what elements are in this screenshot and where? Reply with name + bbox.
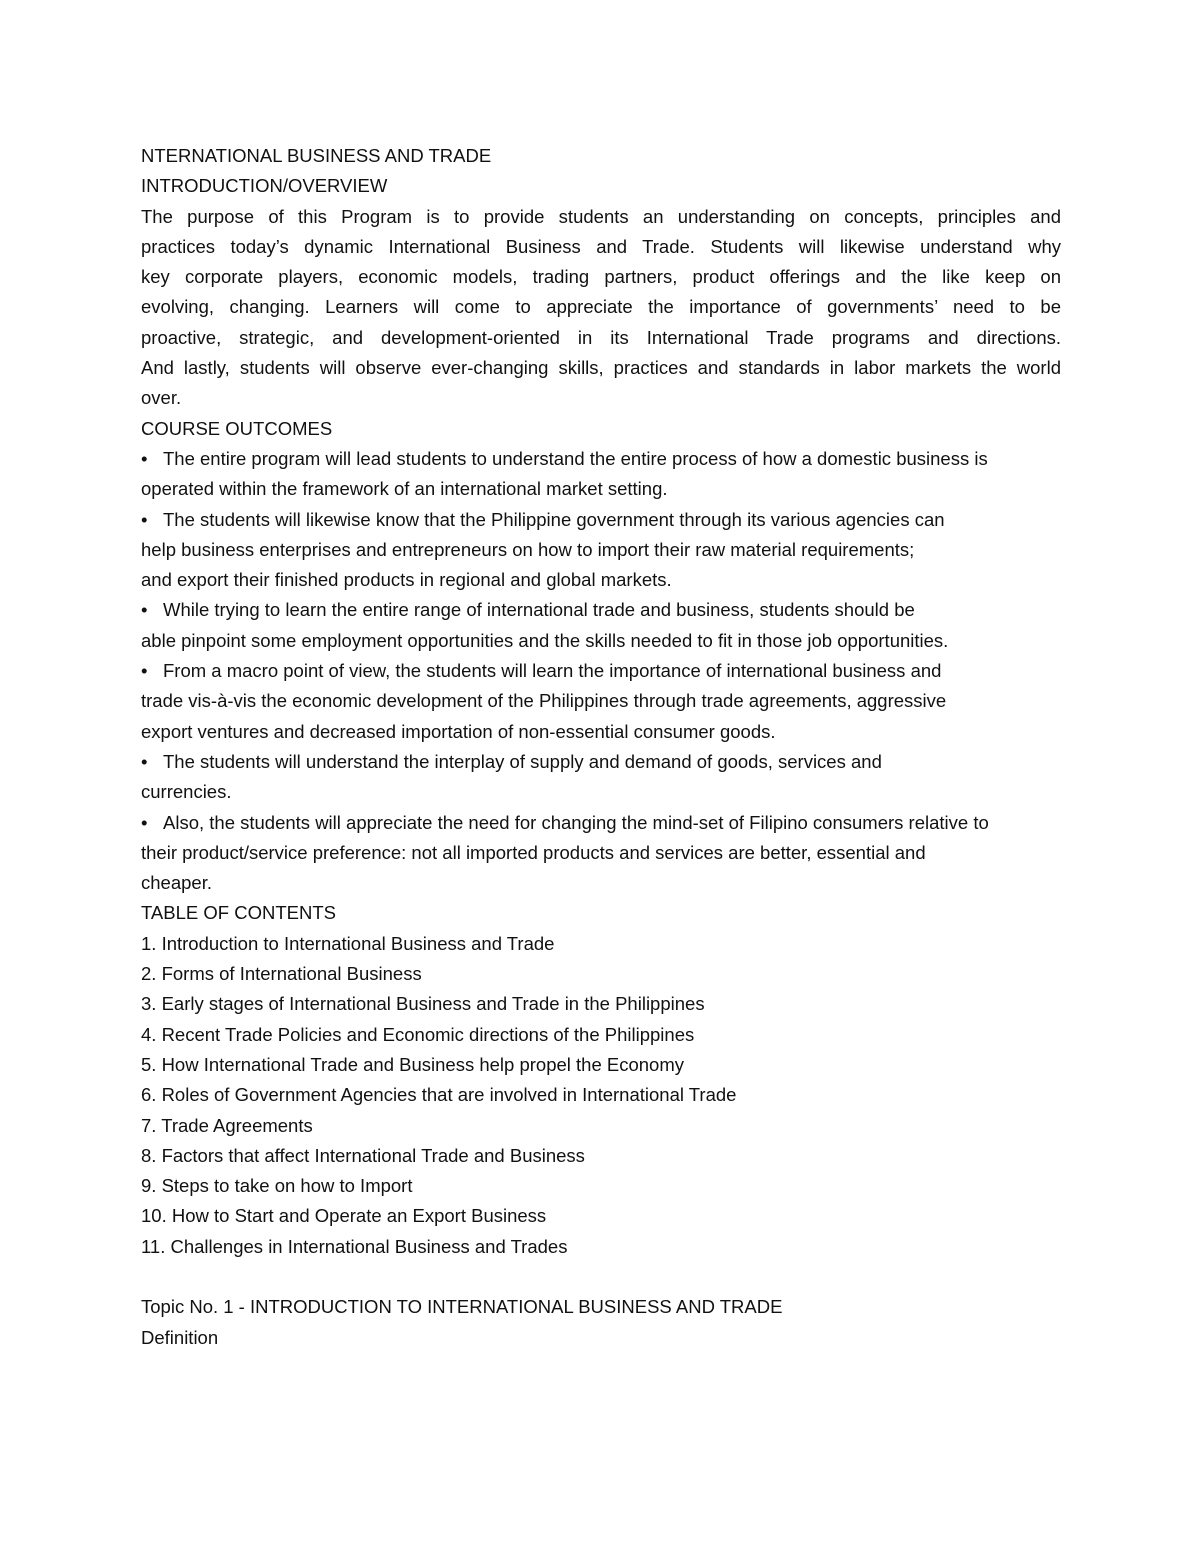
- outcome-line: their product/service preference: not all imported products and services are better, essential and: [141, 841, 926, 863]
- outcome-bullet-line: [141, 808, 1061, 838]
- toc-item: 9. Steps to take on how to Import: [141, 1175, 413, 1197]
- overview-line: proactive, strategic, and development-oriented in its International Trade programs and directions.: [141, 326, 1061, 348]
- outcome-line: help business enterprises and entrepreneurs on how to import their raw material requirements;: [141, 538, 915, 560]
- outcome-line: operated within the framework of an international market setting.: [141, 478, 668, 500]
- outcome-text: The students will understand the interplay of supply and demand of goods, services and: [163, 750, 882, 772]
- section-heading-outcomes: COURSE OUTCOMES: [141, 417, 333, 439]
- outcome-line: able pinpoint some employment opportunities and the skills needed to fit in those job opportunities.: [141, 629, 949, 651]
- toc-item: 10. How to Start and Operate an Export Business: [141, 1205, 547, 1227]
- bullet-icon: •: [141, 508, 148, 530]
- outcome-text: While trying to learn the entire range of international trade and business, students should be: [163, 599, 915, 621]
- overview-line: over.: [141, 387, 182, 409]
- overview-line: key corporate players, economic models, trading partners, product offerings and the like keep on: [141, 266, 1061, 288]
- outcome-bullet-line: [141, 747, 1061, 777]
- outcome-bullet-line: [141, 444, 1061, 474]
- outcome-line: trade vis-à-vis the economic development of the Philippines through trade agreements, aggressive: [141, 690, 947, 712]
- toc-item: 3. Early stages of International Business and Trade in the Philippines: [141, 993, 705, 1015]
- overview-line: evolving, changing. Learners will come to appreciate the importance of governments’ need to be: [141, 296, 1061, 318]
- outcome-text: Also, the students will appreciate the need for changing the mind-set of Filipino consumers relative to: [163, 811, 989, 833]
- toc-item: 7. Trade Agreements: [141, 1114, 313, 1136]
- toc-item: 8. Factors that affect International Trade and Business: [141, 1144, 585, 1166]
- outcome-bullet-line: [141, 505, 1061, 535]
- outcome-line: and export their finished products in regional and global markets.: [141, 569, 672, 591]
- section-heading-toc: TABLE OF CONTENTS: [141, 902, 336, 924]
- outcome-bullet-line: [141, 595, 1061, 625]
- outcome-text: From a macro point of view, the students will learn the importance of international business and: [163, 660, 942, 682]
- document-page: [141, 141, 1061, 1353]
- outcome-text: The students will likewise know that the Philippine government through its various agencies can: [163, 508, 945, 530]
- overview-line: practices today’s dynamic International Business and Trade. Students will likewise understand why: [141, 235, 1061, 257]
- blank-line: [141, 1262, 1061, 1292]
- bullet-icon: •: [141, 660, 148, 682]
- toc-item: 5. How International Trade and Business help propel the Economy: [141, 1053, 684, 1075]
- outcome-text: The entire program will lead students to understand the entire process of how a domestic business is: [163, 447, 988, 469]
- overview-line: And lastly, students will observe ever-changing skills, practices and standards in labor markets the world: [141, 357, 1061, 379]
- document-title: NTERNATIONAL BUSINESS AND TRADE: [141, 145, 492, 166]
- bullet-icon: •: [141, 599, 148, 621]
- bullet-icon: •: [141, 447, 148, 469]
- outcome-line: cheaper.: [141, 872, 212, 894]
- bullet-icon: •: [141, 750, 148, 772]
- outcome-bullet-line: [141, 656, 1061, 686]
- overview-line: The purpose of this Program is to provide students an understanding on concepts, principles and: [141, 205, 1061, 227]
- topic-subtitle: Definition: [141, 1326, 219, 1348]
- outcome-line: currencies.: [141, 781, 232, 803]
- topic-title: Topic No. 1 - INTRODUCTION TO INTERNATIONAL BUSINESS AND TRADE: [141, 1296, 783, 1318]
- outcome-line: export ventures and decreased importation of non-essential consumer goods.: [141, 720, 776, 742]
- toc-item: 2. Forms of International Business: [141, 963, 422, 985]
- toc-item: 11. Challenges in International Business and Trades: [141, 1235, 568, 1257]
- section-heading-introduction: INTRODUCTION/OVERVIEW: [141, 175, 388, 197]
- toc-item: 6. Roles of Government Agencies that are involved in International Trade: [141, 1084, 737, 1106]
- toc-item: 4. Recent Trade Policies and Economic directions of the Philippines: [141, 1023, 695, 1045]
- toc-item: 1. Introduction to International Business and Trade: [141, 932, 555, 954]
- bullet-icon: •: [141, 811, 148, 833]
